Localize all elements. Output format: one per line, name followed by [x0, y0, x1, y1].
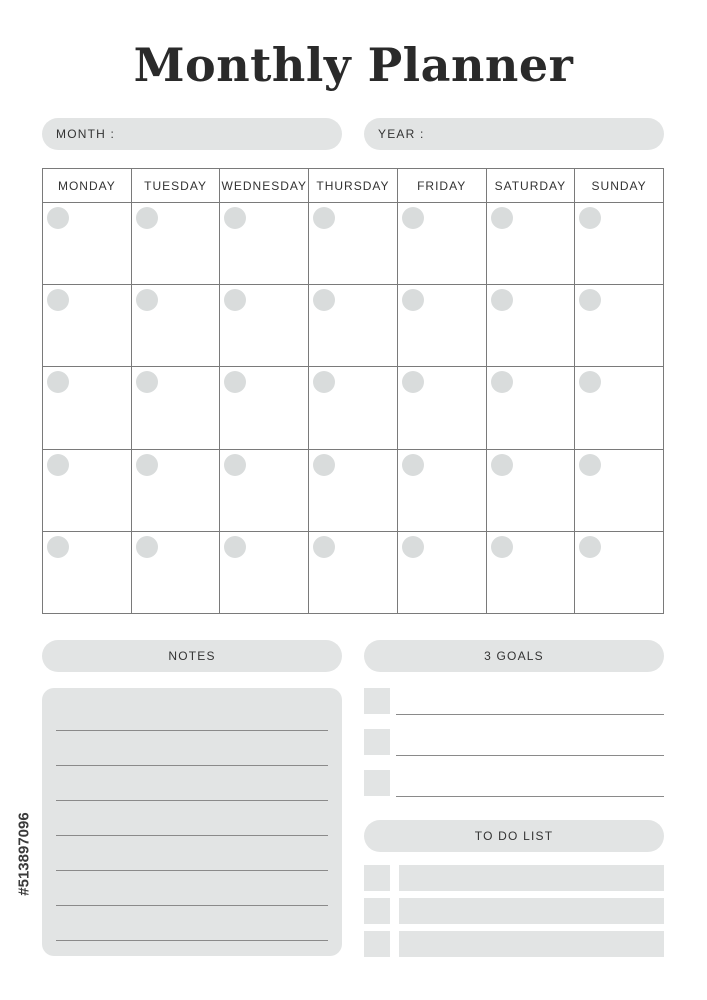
calendar-week-row	[43, 367, 664, 449]
date-circle	[579, 536, 601, 558]
month-label: MONTH :	[56, 127, 116, 141]
weekday-friday: FRIDAY	[397, 169, 486, 203]
date-circle	[136, 454, 158, 476]
day-cell[interactable]	[43, 367, 132, 449]
calendar-week-row	[43, 449, 664, 531]
notes-ruled-line	[56, 765, 328, 766]
notes-ruled-line	[56, 870, 328, 871]
date-circle	[313, 289, 335, 311]
day-cell[interactable]	[131, 203, 220, 285]
date-circle	[491, 289, 513, 311]
stock-id-watermark	[8, 764, 40, 944]
day-cell[interactable]	[397, 285, 486, 367]
todo-checkbox[interactable]	[364, 898, 390, 924]
notes-ruled-line	[56, 835, 328, 836]
date-circle	[136, 289, 158, 311]
goal-checkbox[interactable]	[364, 770, 390, 796]
date-circle	[224, 371, 246, 393]
todo-header	[364, 820, 664, 852]
page-title: Monthly Planner	[133, 38, 574, 92]
day-cell[interactable]	[486, 285, 575, 367]
todo-item-field[interactable]	[399, 931, 664, 957]
date-circle	[136, 536, 158, 558]
weekday-wednesday: WEDNESDAY	[220, 169, 309, 203]
weekday-saturday: SATURDAY	[486, 169, 575, 203]
day-cell[interactable]	[43, 531, 132, 613]
day-cell[interactable]	[309, 449, 398, 531]
todo-label: TO DO LIST	[474, 829, 554, 843]
day-cell[interactable]	[575, 203, 664, 285]
date-circle	[579, 207, 601, 229]
day-cell[interactable]	[486, 531, 575, 613]
day-cell[interactable]	[575, 531, 664, 613]
todo-item-field[interactable]	[399, 865, 664, 891]
day-cell[interactable]	[131, 449, 220, 531]
date-circle	[579, 371, 601, 393]
date-circle	[224, 289, 246, 311]
date-circle	[402, 371, 424, 393]
weekday-header-row	[43, 169, 664, 203]
date-circle	[491, 454, 513, 476]
day-cell[interactable]	[43, 203, 132, 285]
year-field[interactable]	[364, 118, 664, 150]
goal-writing-line[interactable]	[396, 714, 664, 715]
day-cell[interactable]	[220, 367, 309, 449]
date-circle	[47, 454, 69, 476]
goal-writing-line[interactable]	[396, 755, 664, 756]
stock-id-text: #513897096	[15, 812, 33, 896]
calendar-grid	[42, 168, 664, 614]
date-circle	[402, 207, 424, 229]
todo-checkbox[interactable]	[364, 865, 390, 891]
goal-checkbox[interactable]	[364, 729, 390, 755]
date-circle	[224, 536, 246, 558]
date-circle	[136, 371, 158, 393]
day-cell[interactable]	[309, 203, 398, 285]
date-circle	[47, 371, 69, 393]
notes-ruled-line	[56, 800, 328, 801]
day-cell[interactable]	[131, 531, 220, 613]
calendar-week-row	[43, 285, 664, 367]
date-circle	[402, 454, 424, 476]
day-cell[interactable]	[397, 367, 486, 449]
date-circle	[579, 289, 601, 311]
day-cell[interactable]	[309, 531, 398, 613]
goals-header	[364, 640, 664, 672]
day-cell[interactable]	[220, 449, 309, 531]
date-circle	[491, 371, 513, 393]
date-circle	[313, 371, 335, 393]
notes-area[interactable]	[42, 688, 342, 956]
goal-writing-line[interactable]	[396, 796, 664, 797]
weekday-monday: MONDAY	[43, 169, 132, 203]
day-cell[interactable]	[486, 367, 575, 449]
date-circle	[579, 454, 601, 476]
year-label: YEAR :	[378, 127, 425, 141]
notes-header	[42, 640, 342, 672]
day-cell[interactable]	[486, 449, 575, 531]
date-circle	[47, 207, 69, 229]
day-cell[interactable]	[131, 285, 220, 367]
day-cell[interactable]	[397, 449, 486, 531]
day-cell[interactable]	[43, 285, 132, 367]
day-cell[interactable]	[131, 367, 220, 449]
day-cell[interactable]	[43, 449, 132, 531]
day-cell[interactable]	[575, 449, 664, 531]
day-cell[interactable]	[397, 531, 486, 613]
day-cell[interactable]	[397, 203, 486, 285]
date-circle	[313, 536, 335, 558]
goal-checkbox[interactable]	[364, 688, 390, 714]
goals-label: 3 GOALS	[484, 649, 544, 663]
calendar-week-row	[43, 531, 664, 613]
date-circle	[136, 207, 158, 229]
weekday-thursday: THURSDAY	[309, 169, 398, 203]
day-cell[interactable]	[575, 285, 664, 367]
date-circle	[47, 536, 69, 558]
notes-label: NOTES	[168, 649, 216, 663]
date-circle	[313, 454, 335, 476]
notes-ruled-line	[56, 905, 328, 906]
date-circle	[491, 207, 513, 229]
day-cell[interactable]	[220, 285, 309, 367]
day-cell[interactable]	[309, 367, 398, 449]
day-cell[interactable]	[575, 367, 664, 449]
calendar-body	[43, 203, 664, 614]
date-circle	[224, 454, 246, 476]
date-circle	[224, 207, 246, 229]
date-circle	[47, 289, 69, 311]
date-circle	[313, 207, 335, 229]
todo-checkbox[interactable]	[364, 931, 390, 957]
day-cell[interactable]	[309, 285, 398, 367]
date-circle	[491, 536, 513, 558]
date-circle	[402, 536, 424, 558]
calendar-week-row	[43, 203, 664, 285]
day-cell[interactable]	[486, 203, 575, 285]
day-cell[interactable]	[220, 203, 309, 285]
day-cell[interactable]	[220, 531, 309, 613]
month-field[interactable]	[42, 118, 342, 150]
date-circle	[402, 289, 424, 311]
todo-item-field[interactable]	[399, 898, 664, 924]
weekday-sunday: SUNDAY	[575, 169, 664, 203]
weekday-tuesday: TUESDAY	[131, 169, 220, 203]
notes-ruled-line	[56, 940, 328, 941]
notes-ruled-line	[56, 730, 328, 731]
